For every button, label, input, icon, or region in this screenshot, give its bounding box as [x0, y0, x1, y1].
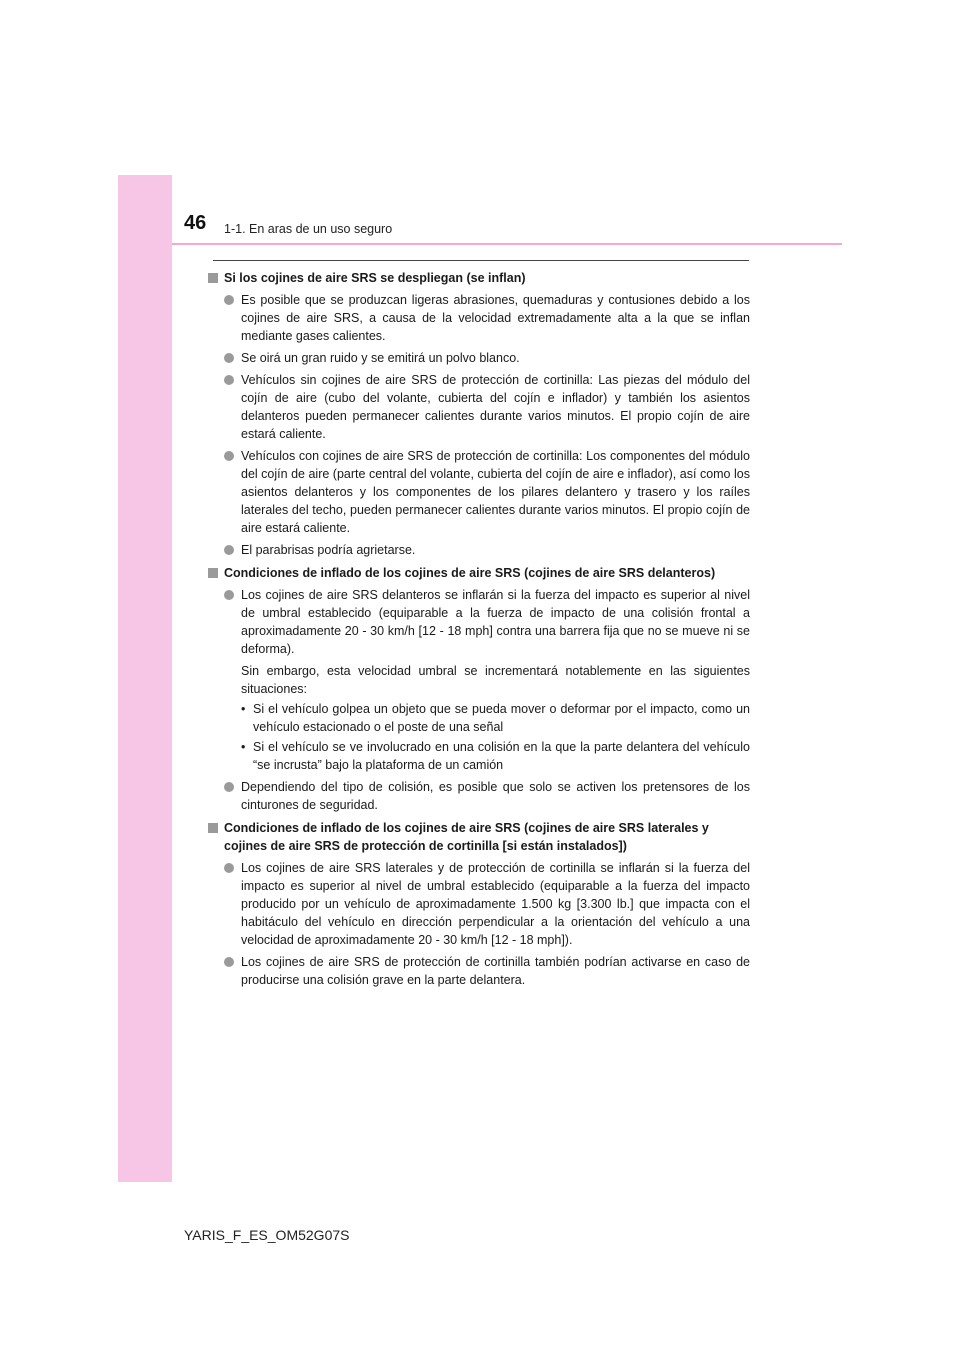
circle-bullet-icon	[224, 545, 234, 555]
item-text: Los cojines de aire SRS de protección de cortinilla también podrían activarse en caso de producirse una colisión grave en la parte delantera.	[241, 955, 750, 987]
list-item	[208, 859, 750, 949]
header-rule	[172, 243, 842, 245]
small-bullet-icon: •	[241, 740, 246, 754]
sub-item-text: Si el vehículo golpea un objeto que se pueda mover o deformar por el impacto, como un vehículo estacionado o el poste de una señal	[253, 702, 750, 734]
list-item	[208, 586, 750, 658]
sub-item-text: Si el vehículo se ve involucrado en una colisión en la que la parte delantera del vehículo “se incrusta” bajo la plataforma de un camión	[253, 740, 750, 772]
heading-text: Condiciones de inflado de los cojines de aire SRS (cojines de aire SRS delanteros)	[224, 566, 716, 580]
content-top-rule	[213, 260, 749, 261]
circle-bullet-icon	[224, 451, 234, 461]
heading-text: Condiciones de inflado de los cojines de aire SRS (cojines de aire SRS laterales y cojines de aire SRS de protección de cortinilla [si están instalados])	[224, 821, 709, 853]
circle-bullet-icon	[224, 375, 234, 385]
square-bullet-icon	[208, 273, 218, 283]
item-text: Vehículos sin cojines de aire SRS de protección de cortinilla: Las piezas del módulo del cojín de aire (cubo del volante, cubierta del cojín e inflador) y también los asientos delanteros pueden permanecer calientes durante varios minutos. El propio cojín de aire estará caliente.	[241, 373, 750, 441]
footer-code: YARIS_F_ES_OM52G07S	[184, 1227, 350, 1243]
item-text: Se oirá un gran ruido y se emitirá un polvo blanco.	[241, 351, 520, 365]
item-text: Dependiendo del tipo de colisión, es posible que solo se activen los pretensores de los cinturones de seguridad.	[241, 780, 750, 812]
sub-list-item	[208, 700, 750, 736]
side-tab-band	[118, 175, 172, 1182]
circle-bullet-icon	[224, 590, 234, 600]
square-bullet-icon	[208, 568, 218, 578]
item-text: Los cojines de aire SRS laterales y de protección de cortinilla se inflarán si la fuerza del impacto es superior al nivel de umbral establecido (equiparable a la fuerza del impacto producido por un vehículo de aproximadamente 1.500 kg [3.300 lb.] que impacta con el habitáculo del vehículo en dirección perpendicular a la orientación del vehículo a una velocidad de aproximadamente 20 - 30 km/h [12 - 18 mph]).	[241, 861, 750, 947]
list-item	[208, 541, 750, 559]
item-text: Los cojines de aire SRS delanteros se inflarán si la fuerza del impacto es superior al nivel de umbral establecido (equiparable a la fuerza de impacto de una colisión frontal a aproximadamente 20 - 30 km/h [12 - 18 mph] contra una barrera fija que no se mueve ni se deforma).	[241, 588, 750, 656]
circle-bullet-icon	[224, 863, 234, 873]
list-item	[208, 778, 750, 814]
page-number: 46	[184, 212, 207, 234]
section-title: 1-1. En aras de un uso seguro	[224, 222, 393, 236]
item-text: Vehículos con cojines de aire SRS de protección de cortinilla: Los componentes del módulo del cojín de aire (parte central del volante, cubierta del cojín de aire e inflador), así como los asientos delanteros y los componentes de los pilares delantero y trasero y los raíles laterales del techo, pueden permanecer calientes durante varios minutos. El propio cojín de aire estará caliente.	[241, 449, 750, 535]
page-content	[208, 264, 750, 989]
list-item	[208, 291, 750, 345]
small-bullet-icon: •	[241, 702, 246, 716]
paragraph: Sin embargo, esta velocidad umbral se incrementará notablemente en las siguientes situaciones:	[241, 664, 750, 696]
list-item	[208, 447, 750, 537]
sub-list-item	[208, 738, 750, 774]
heading-text: Si los cojines de aire SRS se despliegan (se inflan)	[224, 271, 526, 285]
list-item	[208, 953, 750, 989]
circle-bullet-icon	[224, 782, 234, 792]
circle-bullet-icon	[224, 957, 234, 967]
section-heading	[208, 269, 750, 287]
square-bullet-icon	[208, 823, 218, 833]
circle-bullet-icon	[224, 295, 234, 305]
section-heading	[208, 564, 750, 582]
list-item	[208, 371, 750, 443]
section-heading	[208, 819, 750, 855]
item-text: El parabrisas podría agrietarse.	[241, 543, 416, 557]
list-item	[208, 349, 750, 367]
item-text: Es posible que se produzcan ligeras abrasiones, quemaduras y contusiones debido a los cojines de aire SRS, a causa de la velocidad extremadamente alta a la que se inflan mediante gases calientes.	[241, 293, 750, 343]
circle-bullet-icon	[224, 353, 234, 363]
